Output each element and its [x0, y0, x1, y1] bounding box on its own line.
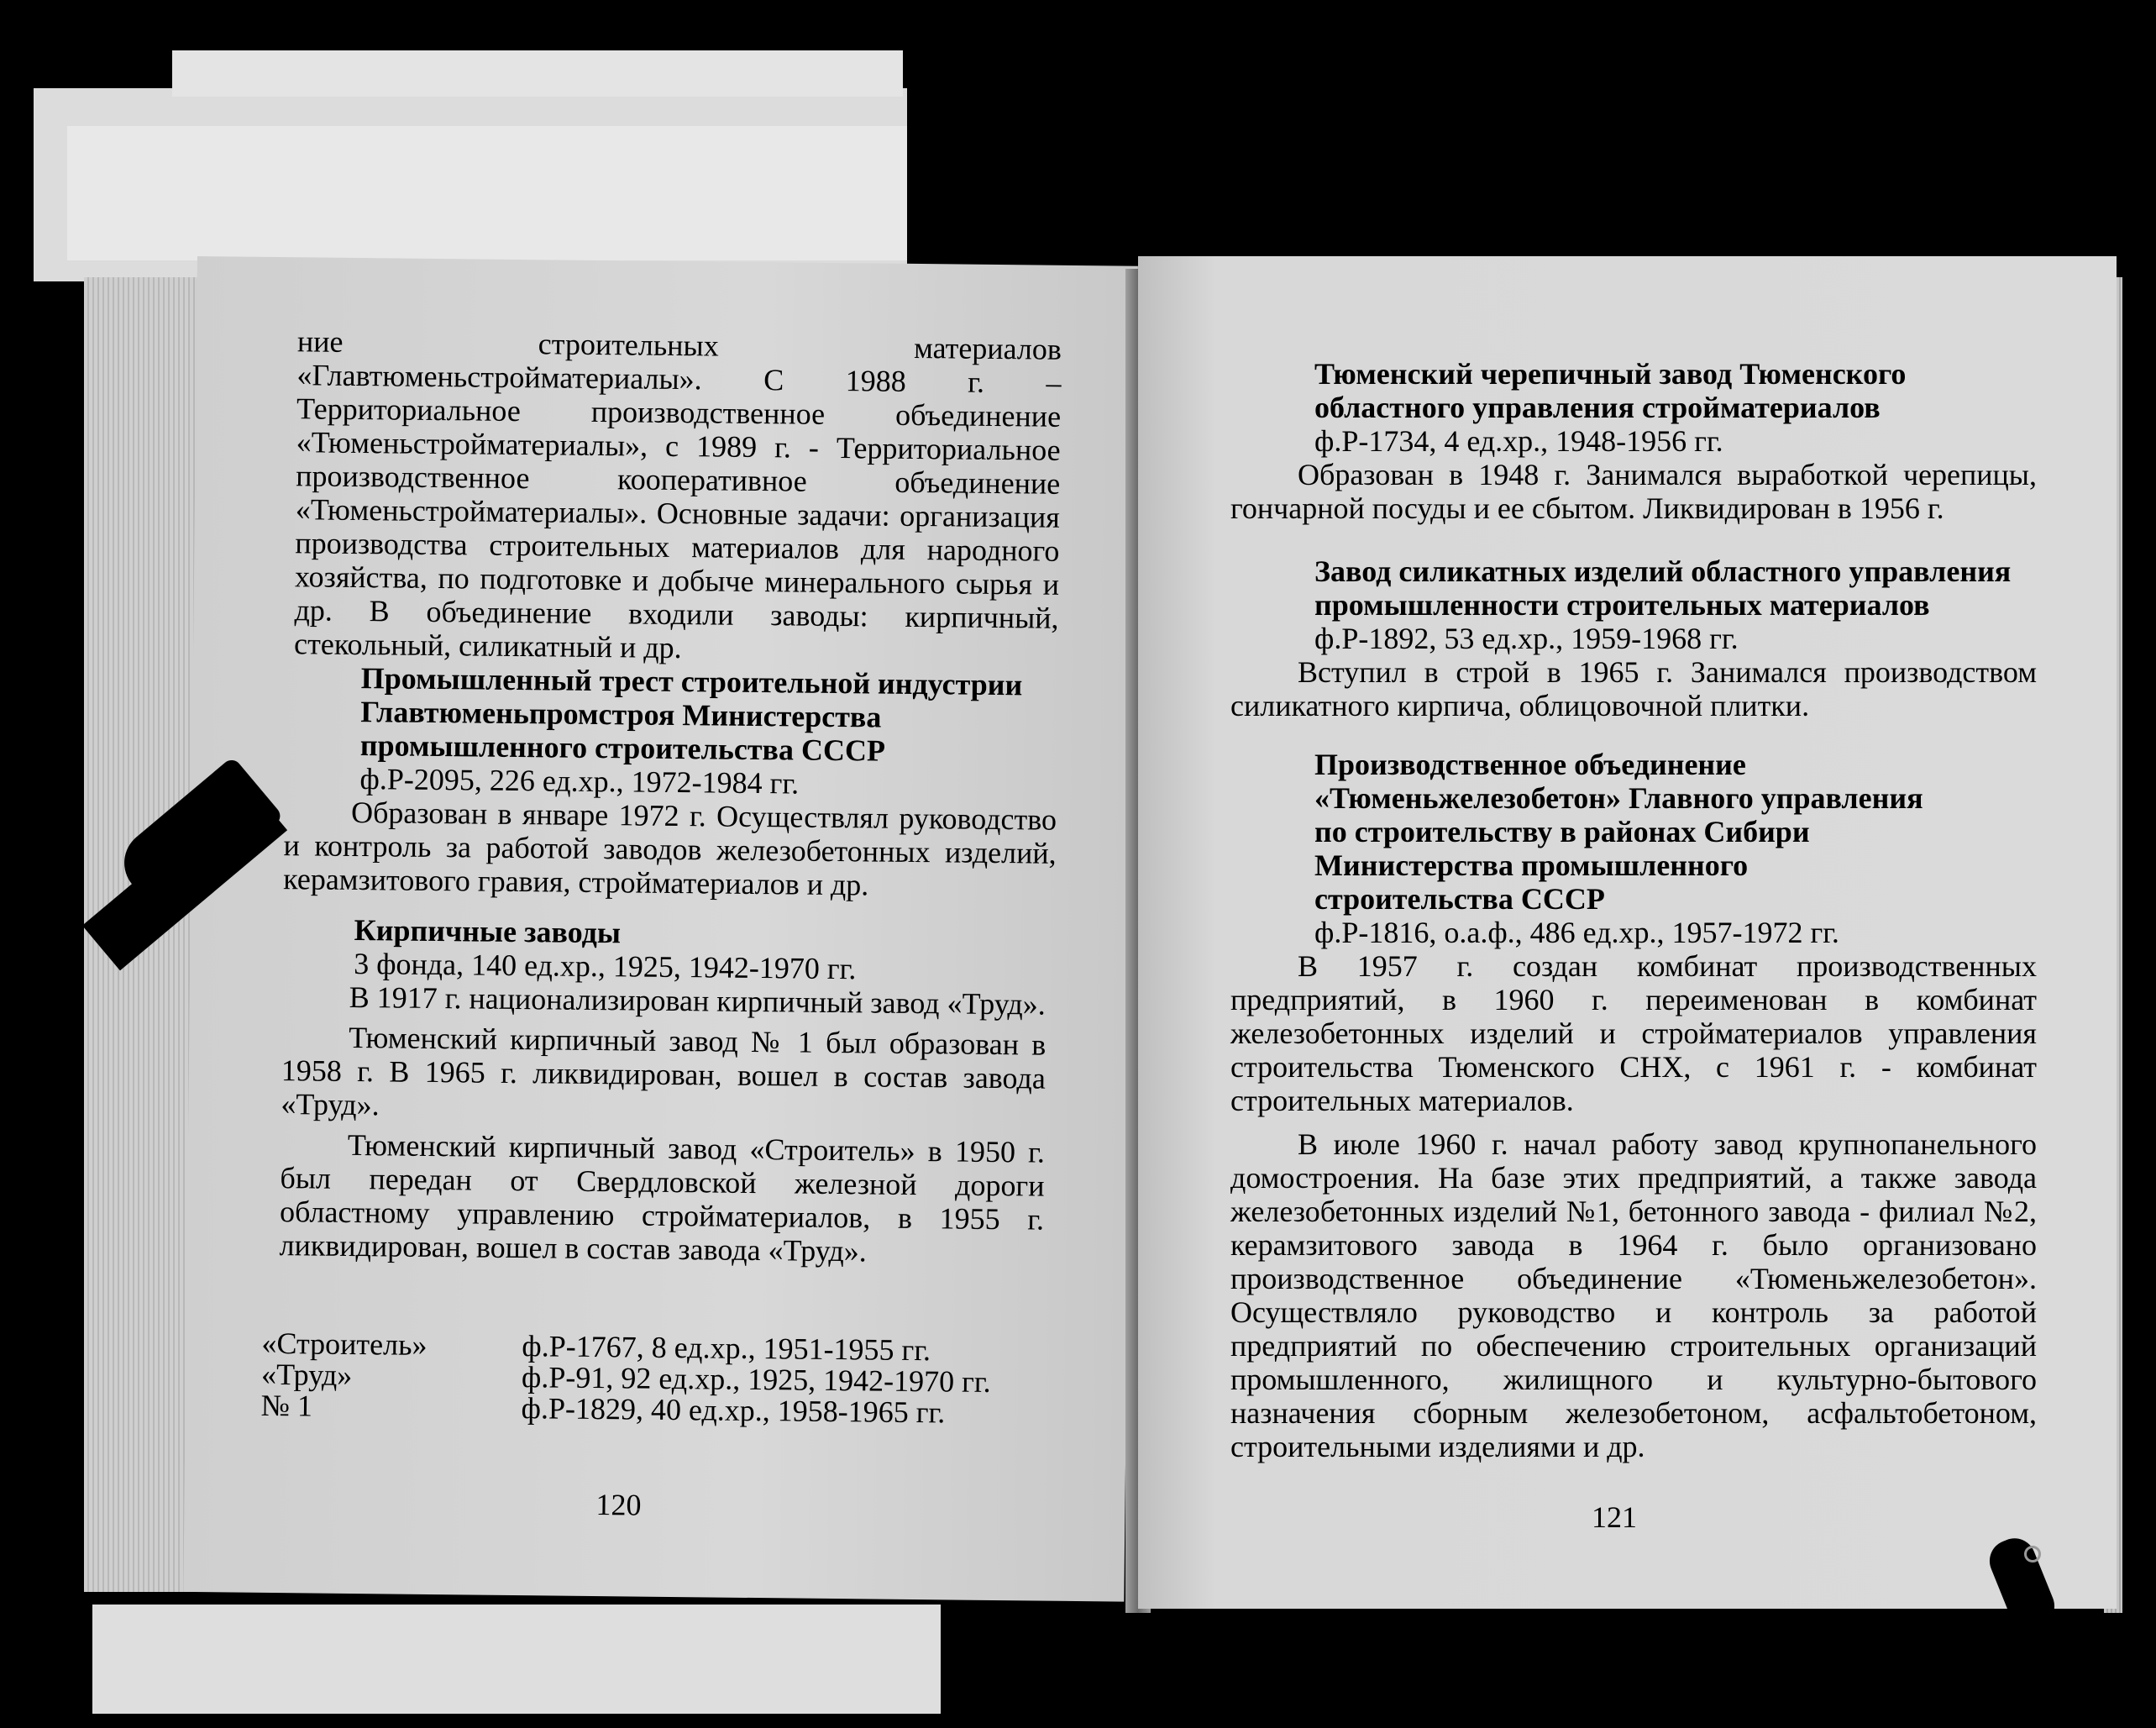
brick-text-block: [279, 980, 1046, 1270]
s3-text-block: [1230, 949, 2037, 1463]
brick-heading: [354, 913, 1052, 988]
s3-fond: ф.Р-1816, о.а.ф., 486 ед.хр., 1957-1972 гг.: [1314, 916, 1839, 949]
s1-text-block: [1230, 458, 2037, 525]
foam-padding-bottom: [92, 1605, 941, 1714]
left-intro-paragraph: ние строительных материалов «Главтюменьстройматериалы». С 1988 г. – Территориальное производственное объединение «Тюменьстройматериалы», с 1989 г. - Территориальное производственное кооперативное объединение «Тюменьстройматериалы». Основные задачи: организация производства строительных материалов для народного хозяйства, по подготовке и добыче минерального сырья и др. В объединение входили заводы: кирпичный, стекольный, силикатный и др.: [293, 324, 1062, 665]
s2-text: Вступил в строй в 1965 г. Занимался производством силикатного кирпича, облицовочной плитки.: [1230, 655, 2037, 722]
trust-title-line-3: промышленного строительства СССР: [359, 728, 886, 768]
left-page: [183, 256, 1138, 1602]
ref-name: «Труд»: [260, 1357, 353, 1393]
s1-text: Образован в 1948 г. Занимался выработкой черепицы, гончарной посуды и ее сбытом. Ликвидирован в 1956 г.: [1230, 458, 2037, 525]
s3-title-line-2: «Тюменьжелезобетон» Главного управления: [1314, 781, 1923, 815]
brick-fond-references: [260, 1328, 992, 1429]
s3-title-line-1: Производственное объединение: [1314, 748, 1746, 781]
brick-paragraph-1: В 1917 г. национализирован кирпичный завод «Труд».: [349, 980, 1047, 1022]
s1-fond: ф.Р-1734, 4 ед.хр., 1948-1956 гг.: [1314, 424, 1723, 458]
ref-fond: ф.Р-1829, 40 ед.хр., 1958-1965 гг.: [521, 1391, 946, 1430]
page-number-left: 120: [595, 1488, 642, 1522]
trust-heading: [359, 661, 1058, 803]
page-clip-ring: [2024, 1546, 2041, 1563]
s1-title-line-1: Тюменский черепичный завод Тюменского: [1314, 357, 1907, 391]
s2-fond: ф.Р-1892, 53 ед.хр., 1959-1968 гг.: [1314, 622, 1739, 655]
brick-paragraph-2: Тюменский кирпичный завод № 1 был образован в 1958 г. В 1965 г. ликвидирован, вошел в состав завода «Труд».: [281, 1020, 1047, 1122]
s3-paragraph-1: В 1957 г. создан комбинат производственных предприятий, в 1960 г. переименован в комбинат железобетонных изделий и стройматериалов управления строительства Тюменского СНХ, с 1961 г. - комбинат строительных материалов.: [1230, 949, 2037, 1117]
s2-title-line-1: Завод силикатных изделий областного управления: [1314, 554, 2012, 588]
s3-title-line-4: Министерства промышленного: [1314, 848, 1749, 882]
trust-title-line-2: Главтюменьпромстроя Министерства: [360, 695, 882, 734]
foam-padding-top-inner: [67, 126, 907, 260]
s3-heading: [1314, 748, 2037, 949]
s2-text-block: [1230, 655, 2037, 722]
ref-name: «Строитель»: [261, 1326, 428, 1362]
s1-title-line-2: областного управления стройматериалов: [1314, 391, 1881, 424]
s3-title-line-5: строительства СССР: [1314, 882, 1605, 916]
page-number-right: 121: [1592, 1500, 1637, 1534]
s3-title-line-3: по строительству в районах Сибири: [1314, 815, 1810, 848]
ref-fond: ф.Р-1767, 8 ед.хр., 1951-1955 гг.: [522, 1329, 931, 1368]
trust-title-line-1: Промышленный трест строительной индустрии: [360, 661, 1023, 702]
s2-title-line-2: промышленности строительных материалов: [1314, 588, 1930, 622]
s1-heading: [1314, 357, 2037, 458]
right-page: [1138, 256, 2117, 1609]
foam-padding-top-edge: [172, 50, 903, 97]
s3-paragraph-2: В июле 1960 г. начал работу завод крупнопанельного домостроения. На базе этих предприятий, а также завода железобетонных изделий №1, бетонного завода - филиал №2, керамзитового завода в 1964 г. было организовано производственное объединение «Тюменьжелезобетон». Осуществляло руководство и контроль за работой предприятий по обеспечению строительных организаций промышленного, жилищного и культурно-бытового назначения сборным железобетоном, асфальтобетоном, строительными изделиями и др.: [1230, 1127, 2037, 1463]
left-intro-block: [294, 324, 1062, 669]
s2-heading: [1314, 554, 2037, 655]
trust-text-block: [283, 795, 1057, 904]
trust-text: Образован в январе 1972 г. Осуществлял руководство и контроль за работой заводов железобетонных изделий, керамзитового гравия, стройматериалов и др.: [283, 795, 1057, 902]
brick-fond: 3 фонда, 140 ед.хр., 1925, 1942-1970 гг.: [353, 946, 857, 986]
trust-fond: ф.Р-2095, 226 ед.хр., 1972-1984 гг.: [359, 762, 800, 801]
brick-paragraph-3: Тюменский кирпичный завод «Строитель» в 1950 г. был передан от Свердловской железной дороги областному управлению стройматериалов, в 1955 г. ликвидирован, вошел в состав завода «Труд».: [279, 1127, 1046, 1268]
ref-fond: ф.Р-91, 92 ед.хр., 1925, 1942-1970 гг.: [521, 1360, 991, 1399]
brick-title: Кирпичные заводы: [354, 912, 622, 950]
ref-name: № 1: [260, 1388, 313, 1423]
